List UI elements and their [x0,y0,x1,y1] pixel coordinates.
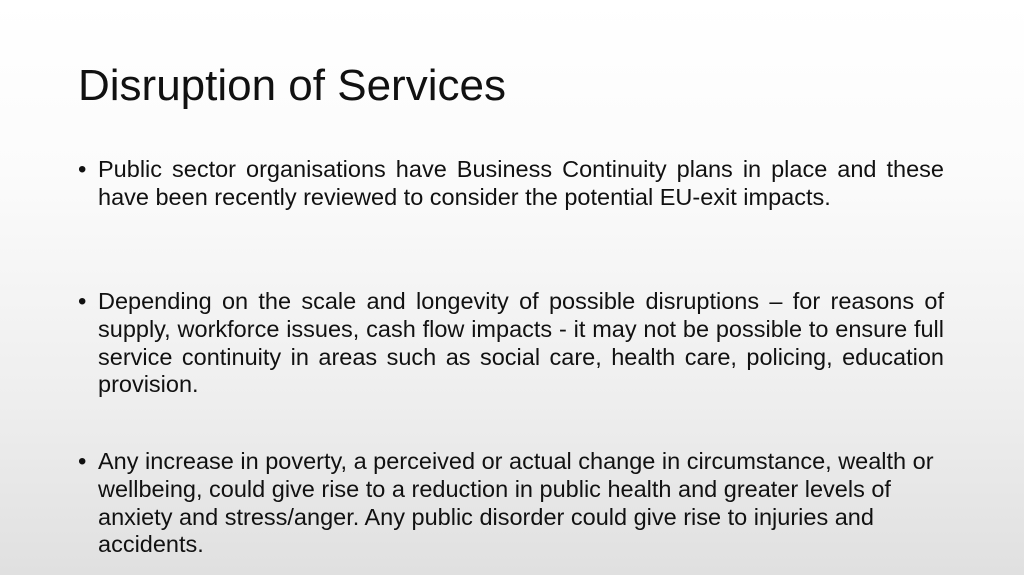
bullet-item [78,288,944,399]
bullet-text: Any increase in poverty, a perceived or actual change in circumstance, wealth or wellbeing, could give rise to a reduction in public health and greater levels of anxiety and stress/anger. Any public disorder could give rise to injuries and accidents. [98,448,934,558]
bullet-marker: • [78,156,87,183]
bullet-item [78,156,944,212]
slide-title: Disruption of Services [78,61,506,110]
bullet-text: Depending on the scale and longevity of possible disruptions – for reasons of supply, workforce issues, cash flow impacts - it may not be possible to ensure full service continuity in areas such as social care, health care, policing, education provision. [98,288,944,398]
bullet-text: Public sector organisations have Business Continuity plans in place and these have been recently reviewed to consider the potential EU-exit impacts. [98,156,944,210]
bullet-item [78,448,944,559]
bullet-marker: • [78,448,87,475]
bullet-marker: • [78,288,87,315]
